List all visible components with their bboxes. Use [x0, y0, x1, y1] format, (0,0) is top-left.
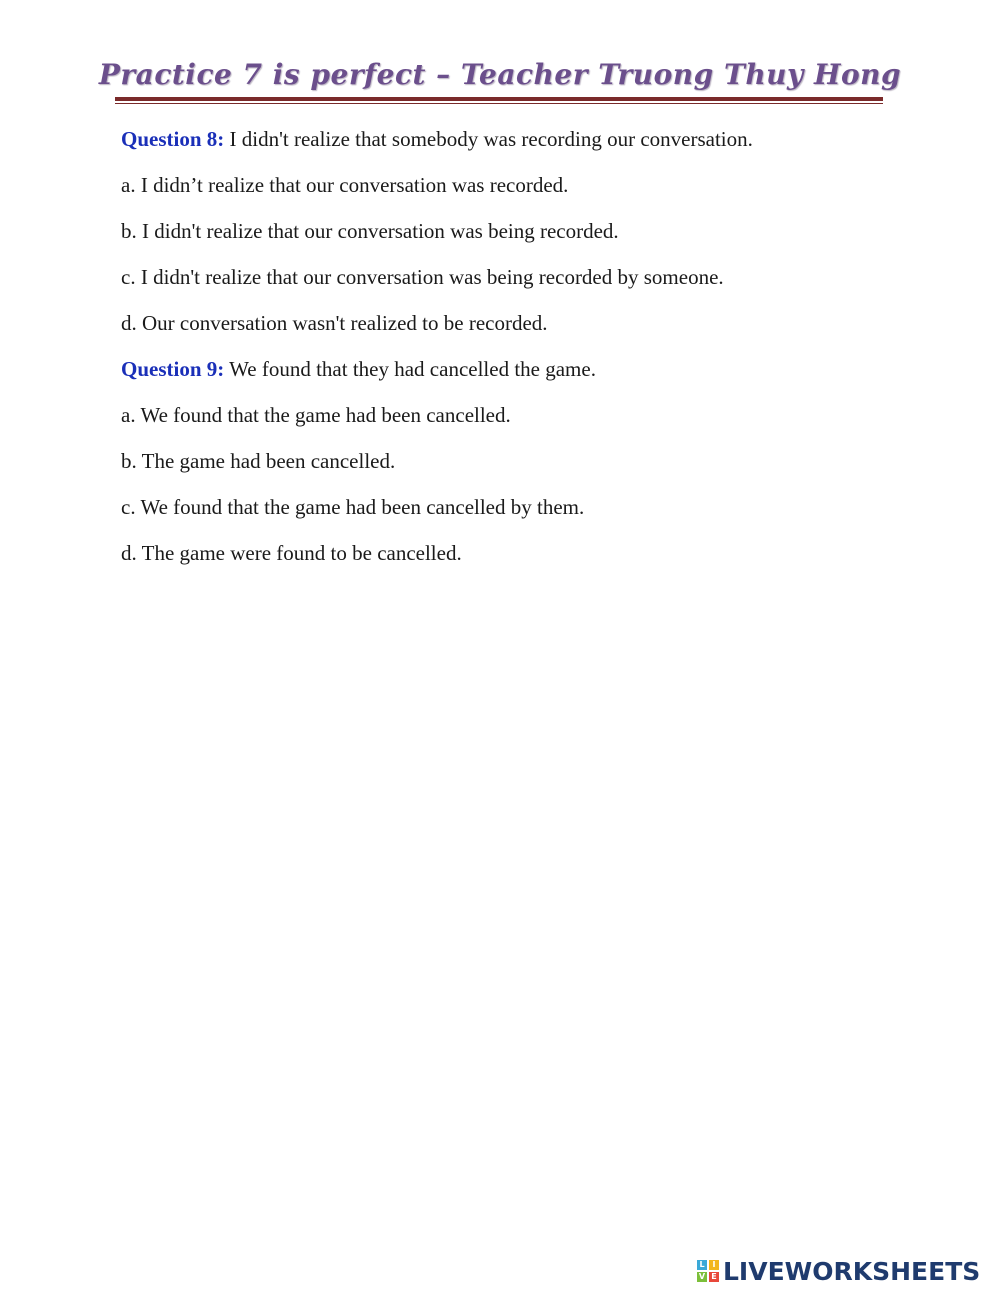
question-9-option-c[interactable]: c. We found that the game had been cancelled by them.: [121, 495, 585, 519]
question-9: [121, 355, 881, 383]
liveworksheets-logo-text: LIVEWORKSHEETS: [723, 1256, 981, 1286]
question-9-prompt: We found that they had cancelled the game.: [229, 357, 596, 381]
liveworksheets-logo: [697, 1256, 980, 1286]
question-8-option-b[interactable]: b. I didn't realize that our conversation was being recorded.: [121, 219, 619, 243]
header-rule: [115, 97, 883, 101]
page-header-title: Practice 7 is perfect – Teacher Truong Thuy Hong: [98, 58, 902, 91]
logo-mark-i: I: [709, 1260, 719, 1270]
worksheet-content: [121, 125, 881, 585]
question-8: [121, 125, 881, 153]
question-9-option-a[interactable]: a. We found that the game had been cancelled.: [121, 403, 511, 427]
question-8-option-c[interactable]: c. I didn't realize that our conversation was being recorded by someone.: [121, 265, 724, 289]
question-8-option-d[interactable]: d. Our conversation wasn't realized to be recorded.: [121, 311, 548, 335]
question-8-label: Question 8:: [121, 127, 225, 151]
question-9-option-d[interactable]: d. The game were found to be cancelled.: [121, 541, 462, 565]
question-9-label: Question 9:: [121, 357, 225, 381]
header-rule-thin: [115, 103, 883, 104]
logo-mark-l: L: [697, 1260, 707, 1270]
liveworksheets-logo-icon: [697, 1260, 719, 1282]
logo-mark-e: E: [709, 1272, 719, 1282]
question-9-option-b[interactable]: b. The game had been cancelled.: [121, 449, 396, 473]
question-8-prompt: I didn't realize that somebody was recording our conversation.: [229, 127, 753, 151]
logo-mark-v: V: [698, 1272, 706, 1281]
question-8-option-a[interactable]: a. I didn’t realize that our conversation was recorded.: [121, 173, 569, 197]
